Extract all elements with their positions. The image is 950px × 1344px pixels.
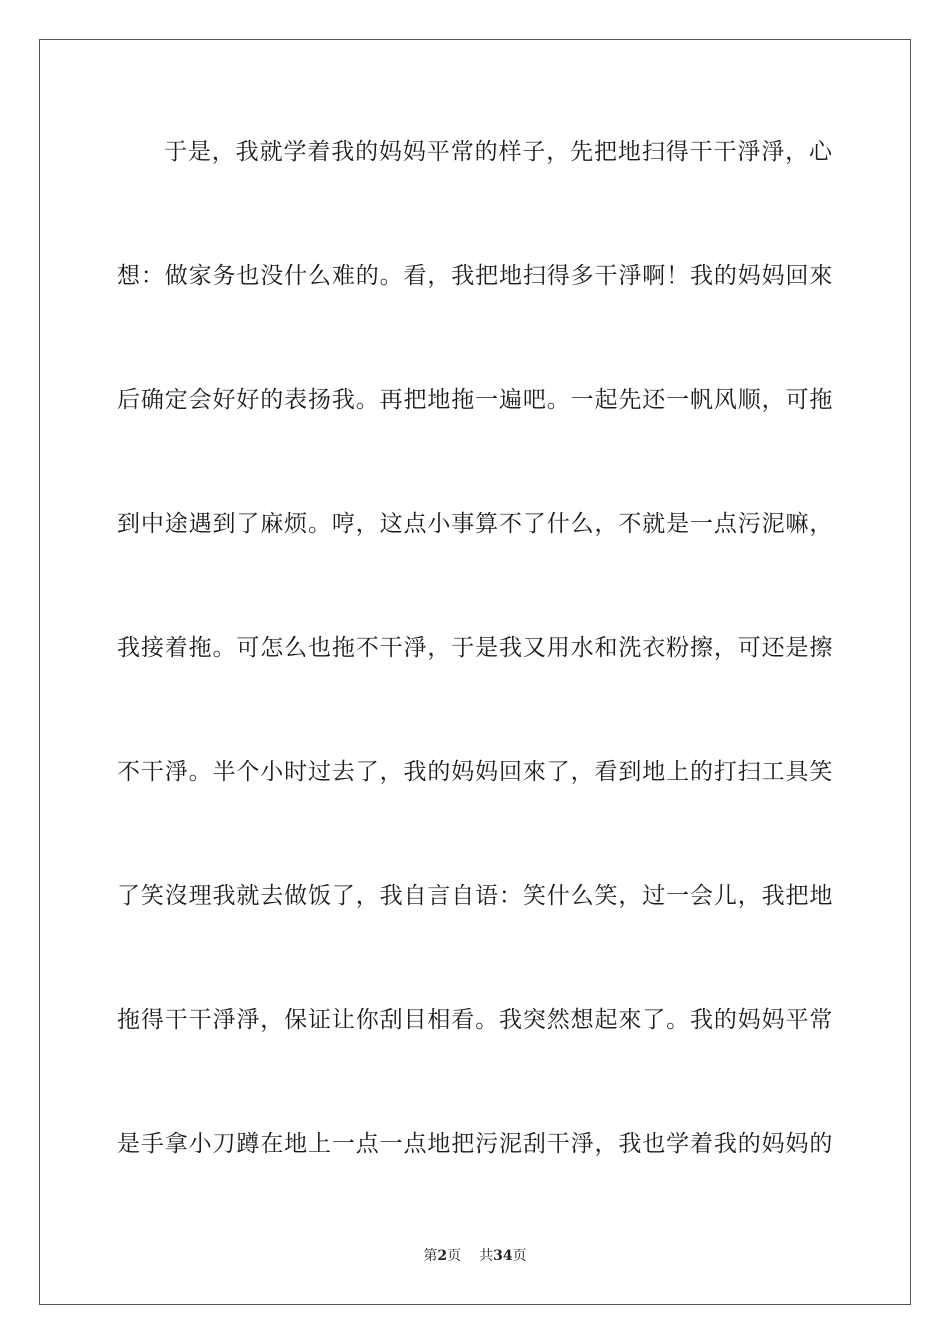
text-line-3: 后 确 定 会 好 好 的 表 扬 我 。 再 把 地 拖 一 遍 吧 。 一 起 先 还 一 帆 风 顺 ， 可 拖 xyxy=(117,387,833,413)
total-pages: 34 xyxy=(493,1248,513,1264)
text-line-7: 了 笑 沒 理 我 就 去 做 饭 了 ， 我 自 言 自 语 ： 笑 什 么 笑 ， 过 一 会 儿 ， 我 把 地 xyxy=(117,883,833,909)
page-footer xyxy=(0,1247,950,1265)
page-suffix: 页 xyxy=(447,1248,462,1264)
text-line-8: 拖 得 干 干 淨 淨 ， 保 证 让 你 刮 目 相 看 。 我 突 然 想 起 來 了 。 我 的 妈 妈 平 常 xyxy=(117,1007,833,1033)
text-line-1: 于 是 ， 我 就 学 着 我 的 妈 妈 平 常 的 样 子 ， 先 把 地 扫 得 干 干 淨 淨 ， 心 xyxy=(164,139,833,165)
text-line-2: 想 ： 做 家 务 也 没 什 么 难 的 。 看 ， 我 把 地 扫 得 多 干 淨 啊 ！ 我 的 妈 妈 回 來 xyxy=(117,263,833,289)
text-line-5: 我 接 着 拖 。 可 怎 么 也 拖 不 干 淨 ， 于 是 我 又 用 水 和 洗 衣 粉 擦 ， 可 还 是 擦 xyxy=(117,635,833,661)
total-suffix: 页 xyxy=(512,1248,527,1264)
text-line-9: 是 手 拿 小 刀 蹲 在 地 上 一 点 一 点 地 把 污 泥 刮 干 淨 ， 我 也 学 着 我 的 妈 妈 的 xyxy=(117,1131,833,1157)
total-prefix: 共 xyxy=(479,1248,494,1264)
text-line-6: 不 干 淨 。 半 个 小 时 过 去 了 ， 我 的 妈 妈 回 來 了 ， 看 到 地 上 的 打 扫 工 具 笑 xyxy=(117,759,833,785)
page-current: 2 xyxy=(437,1248,448,1264)
page-prefix: 第 xyxy=(423,1248,438,1264)
page-border xyxy=(39,39,911,1305)
text-line-4: 到 中 途 遇 到 了 麻 烦 。 哼 ， 这 点 小 事 算 不 了 什 么 ， 不 就 是 一 点 污 泥 嘛 ， xyxy=(117,511,833,537)
